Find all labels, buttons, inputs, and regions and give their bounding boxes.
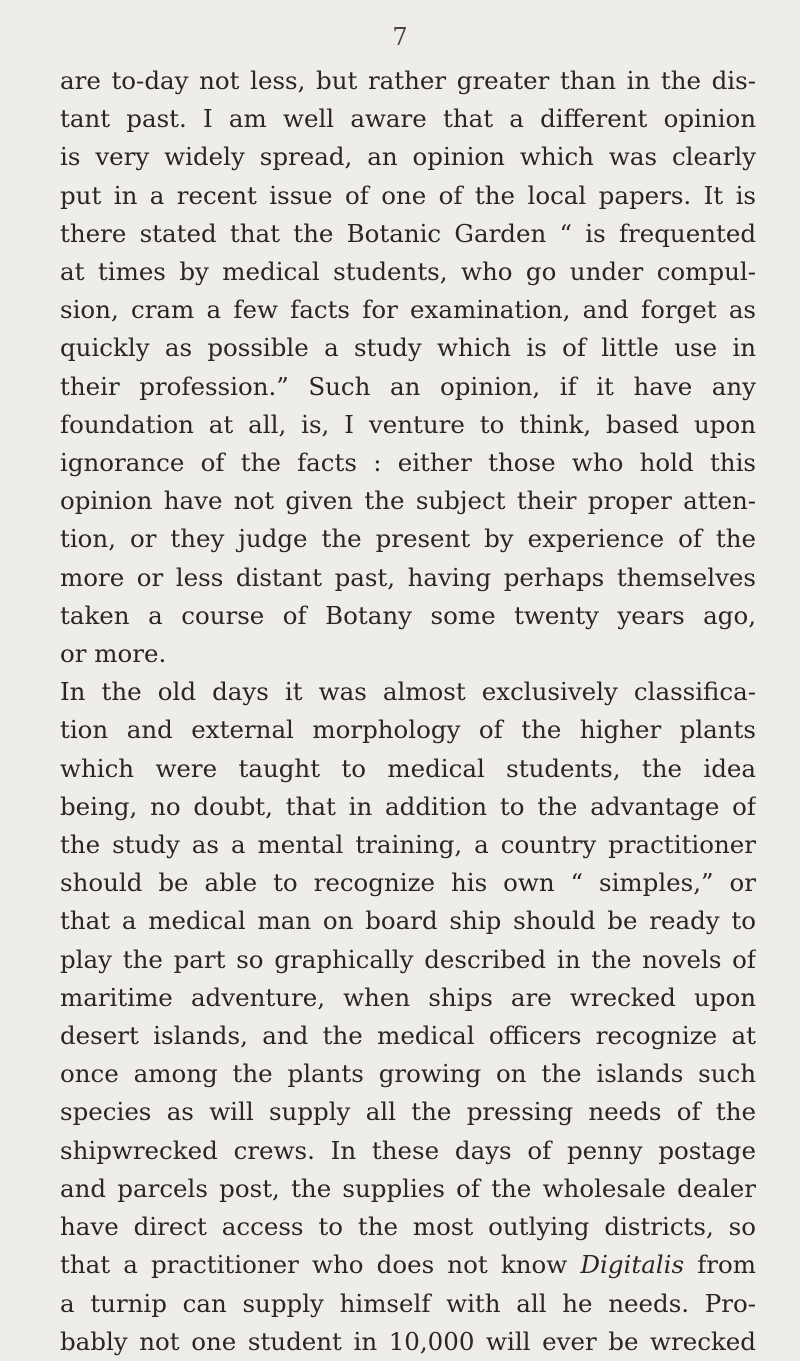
text-segment: from	[684, 1250, 756, 1280]
text-line: taken a course of Botany some twenty years ago,	[60, 600, 756, 630]
text-line: their profession.” Such an opinion, if it have any	[60, 371, 756, 401]
text-line: foundation at all, is, I venture to think, based upon	[60, 409, 756, 439]
text-line: shipwrecked crews. In these days of penny postage	[60, 1135, 756, 1165]
text-line: are to-day not less, but rather greater than in the dis-	[60, 66, 756, 95]
text-segment: that a practitioner who does not know	[60, 1250, 581, 1280]
text-line: maritime adventure, when ships are wrecked upon	[60, 982, 756, 1012]
page-number: 7	[392, 23, 408, 51]
text-line: should be able to recognize his own “ simples,” or	[60, 868, 756, 898]
text-line: tion and external morphology of the higher plants	[60, 715, 756, 745]
text-line: there stated that the Botanic Garden “ is frequented	[60, 218, 756, 248]
text-line: play the part so graphically described in the novels of	[60, 944, 756, 974]
text-line: In the old days it was almost exclusively classifica-	[60, 677, 756, 707]
text-line	[60, 1246, 756, 1284]
text-line: sion, cram a few facts for examination, and forget as	[60, 295, 756, 325]
text-line: species as will supply all the pressing needs of the	[60, 1097, 756, 1127]
text-line: have direct access to the most outlying districts, so	[60, 1212, 756, 1242]
text-line: being, no doubt, that in addition to the advantage of	[60, 791, 756, 821]
text-line: that a medical man on board ship should be ready to	[60, 906, 756, 936]
text-line: bably not one student in 10,000 will ever be wrecked	[60, 1326, 756, 1356]
text-line: is very widely spread, an opinion which was clearly	[60, 142, 756, 172]
text-line: or more.	[60, 639, 167, 669]
text-line: a turnip can supply himself with all he needs. Pro-	[60, 1288, 756, 1318]
text-line: tion, or they judge the present by experience of the	[60, 524, 756, 554]
text-line: which were taught to medical students, the idea	[60, 753, 756, 783]
text-line: the study as a mental training, a country practitioner	[60, 830, 756, 860]
text-line: opinion have not given the subject their proper atten-	[60, 486, 756, 516]
text-line: once among the plants growing on the islands such	[60, 1059, 756, 1089]
text-line: put in a recent issue of one of the local papers. It is	[60, 180, 756, 210]
text-line: at times by medical students, who go under compul-	[60, 257, 756, 287]
text-line: ignorance of the facts : either those who hold this	[60, 448, 756, 478]
text-line: desert islands, and the medical officers recognize at	[60, 1021, 756, 1051]
text-line: and parcels post, the supplies of the wholesale dealer	[60, 1173, 756, 1203]
body-text	[60, 62, 756, 1361]
text-line: more or less distant past, having perhaps themselves	[60, 562, 756, 592]
italic-term: Digitalis	[580, 1250, 685, 1280]
text-line: quickly as possible a study which is of little use in	[60, 333, 756, 363]
text-line: tant past. I am well aware that a different opinion	[60, 104, 756, 134]
